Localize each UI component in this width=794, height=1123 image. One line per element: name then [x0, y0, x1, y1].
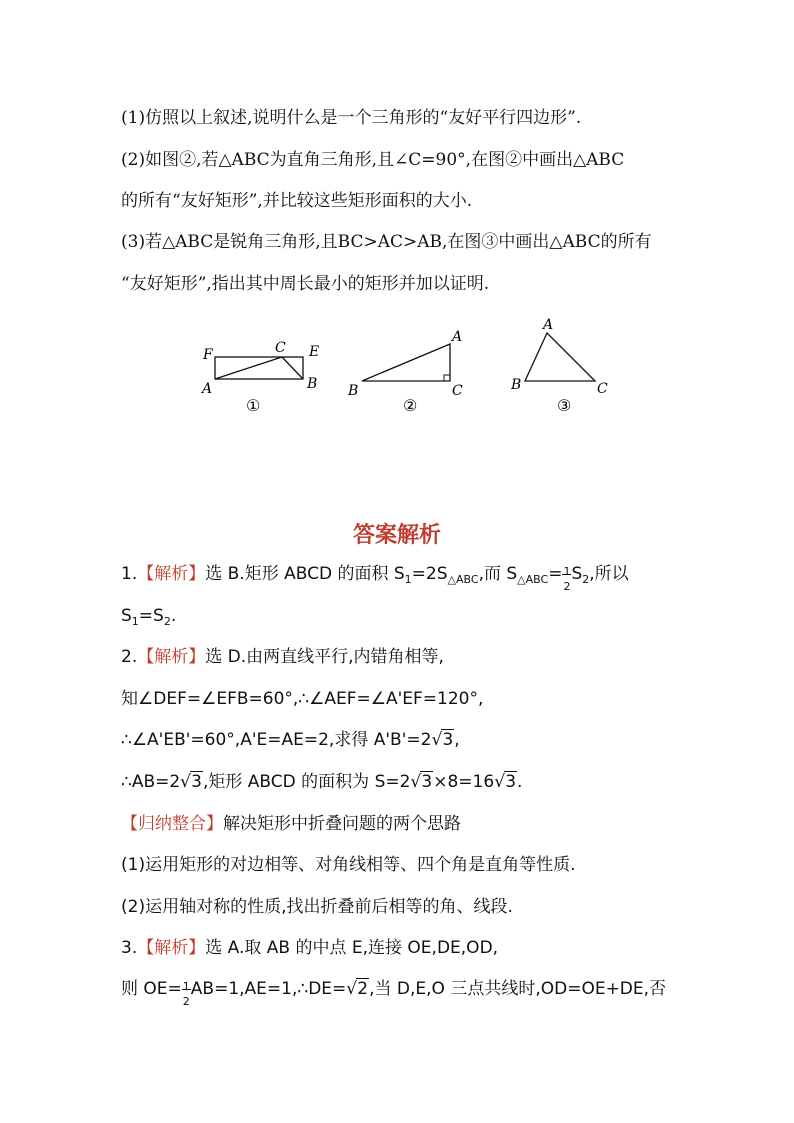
answer-2-line-1 — [121, 645, 444, 669]
label-C: C — [275, 340, 286, 356]
answer-1-line-1 — [121, 562, 629, 592]
text: . — [517, 772, 523, 792]
subscript: △ABC — [447, 573, 479, 586]
figures — [0, 315, 794, 425]
label-F: F — [203, 347, 213, 363]
figure-3 — [510, 317, 608, 415]
figure-2-caption: ② — [403, 396, 418, 415]
fraction-one-half — [562, 562, 571, 593]
answer-2-line-2: 知∠DEF=∠EFB=60°,∴∠AEF=∠A'EF=120°, — [121, 689, 484, 709]
label-C: C — [452, 383, 463, 399]
answer-3-line-1 — [121, 936, 498, 960]
answer-1-tag: 【解析】 — [137, 564, 206, 584]
text: S — [121, 606, 132, 626]
figure-1 — [200, 340, 319, 415]
text: = — [548, 564, 563, 584]
summary-heading — [121, 812, 461, 836]
text: AB=1,AE=1,∴DE= — [190, 979, 347, 999]
question-1: (1)仿照以上叙述,说明什么是一个三角形的“友好平行四边形”. — [121, 108, 582, 128]
label-A: A — [202, 381, 213, 397]
text: 解决矩形中折叠问题的两个思路 — [223, 814, 461, 834]
label-A: A — [452, 329, 463, 345]
question-3-line-2: “友好矩形”,指出其中周长最小的矩形并加以证明. — [121, 274, 490, 294]
label-B: B — [307, 376, 318, 392]
answer-2-number: 2. — [121, 647, 138, 667]
answer-2-line-3 — [121, 728, 460, 752]
summary-point-2: (2)运用轴对称的性质,找出折叠前后相等的角、线段. — [121, 897, 513, 917]
figure-1-caption: ① — [246, 396, 261, 415]
square-root: √ 2 — [346, 979, 369, 999]
answer-2-line-4 — [121, 770, 522, 794]
subscript: 1 — [131, 615, 139, 628]
question-3-line-1: (3)若△ABC是锐角三角形,且BC>AC>AB,在图③中画出△ABC的所有 — [121, 232, 652, 252]
summary-point-1: (1)运用矩形的对边相等、对角线相等、四个角是直角等性质. — [121, 855, 576, 875]
figure-3-caption: ③ — [557, 396, 572, 415]
text: 则 OE= — [121, 979, 182, 999]
label-C: C — [597, 381, 608, 397]
answer-title: 答案解析 — [352, 523, 441, 548]
square-root: √ 3 — [494, 772, 517, 792]
subscript: 1 — [404, 573, 412, 586]
text: ∴∠A'EB'=60°,A'E=AE=2,求得 A'B'=2 — [121, 730, 432, 750]
answer-3-line-2 — [121, 977, 667, 1008]
answer-3-number: 3. — [121, 938, 138, 958]
text: ,而 S — [478, 564, 518, 584]
numerator: 1 — [563, 565, 571, 578]
subscript: △ABC — [517, 573, 549, 586]
text: =S — [138, 606, 164, 626]
text: 选 D.由两直线平行,内错角相等, — [205, 647, 444, 667]
text: ,当 D,E,O 三点共线时,OD=OE+DE,否 — [369, 979, 667, 999]
denominator: 2 — [563, 580, 571, 593]
label-E: E — [309, 344, 320, 360]
text: =2S — [411, 564, 448, 584]
answer-3-tag: 【解析】 — [137, 938, 206, 958]
subscript: 2 — [163, 615, 171, 628]
text: S — [571, 564, 583, 584]
label-B: B — [348, 383, 359, 399]
denominator: 2 — [182, 995, 190, 1008]
question-2-line-2: 的所有“友好矩形”,并比较这些矩形面积的大小. — [121, 191, 473, 211]
text: ,所以 — [589, 564, 629, 584]
text: , — [454, 730, 460, 750]
text: ×8=16 — [433, 772, 495, 792]
text: ∴AB=2 — [121, 772, 181, 792]
answer-1-number: 1. — [121, 564, 138, 584]
answer-1-line-2 — [121, 604, 176, 634]
square-root: √ 3 — [410, 772, 433, 792]
numerator: 1 — [182, 980, 190, 993]
subscript: 2 — [582, 573, 590, 586]
text: . — [170, 606, 177, 626]
text: 选 B.矩形 ABCD 的面积 S — [205, 564, 405, 584]
summary-tag: 【归纳整合】 — [121, 814, 223, 834]
square-root: √ 3 — [431, 730, 454, 750]
label-A: A — [543, 317, 554, 333]
text: 选 A.取 AB 的中点 E,连接 OE,DE,OD, — [205, 938, 499, 958]
answer-2-tag: 【解析】 — [137, 647, 206, 667]
label-B: B — [511, 377, 522, 393]
text: ,矩形 ABCD 的面积为 S=2 — [203, 772, 411, 792]
figure-2 — [347, 329, 463, 415]
question-2-line-1: (2)如图②,若△ABC为直角三角形,且∠C=90°,在图②中画出△ABC — [121, 150, 625, 170]
fraction-one-half — [182, 977, 191, 1008]
square-root: √ 3 — [180, 772, 202, 792]
